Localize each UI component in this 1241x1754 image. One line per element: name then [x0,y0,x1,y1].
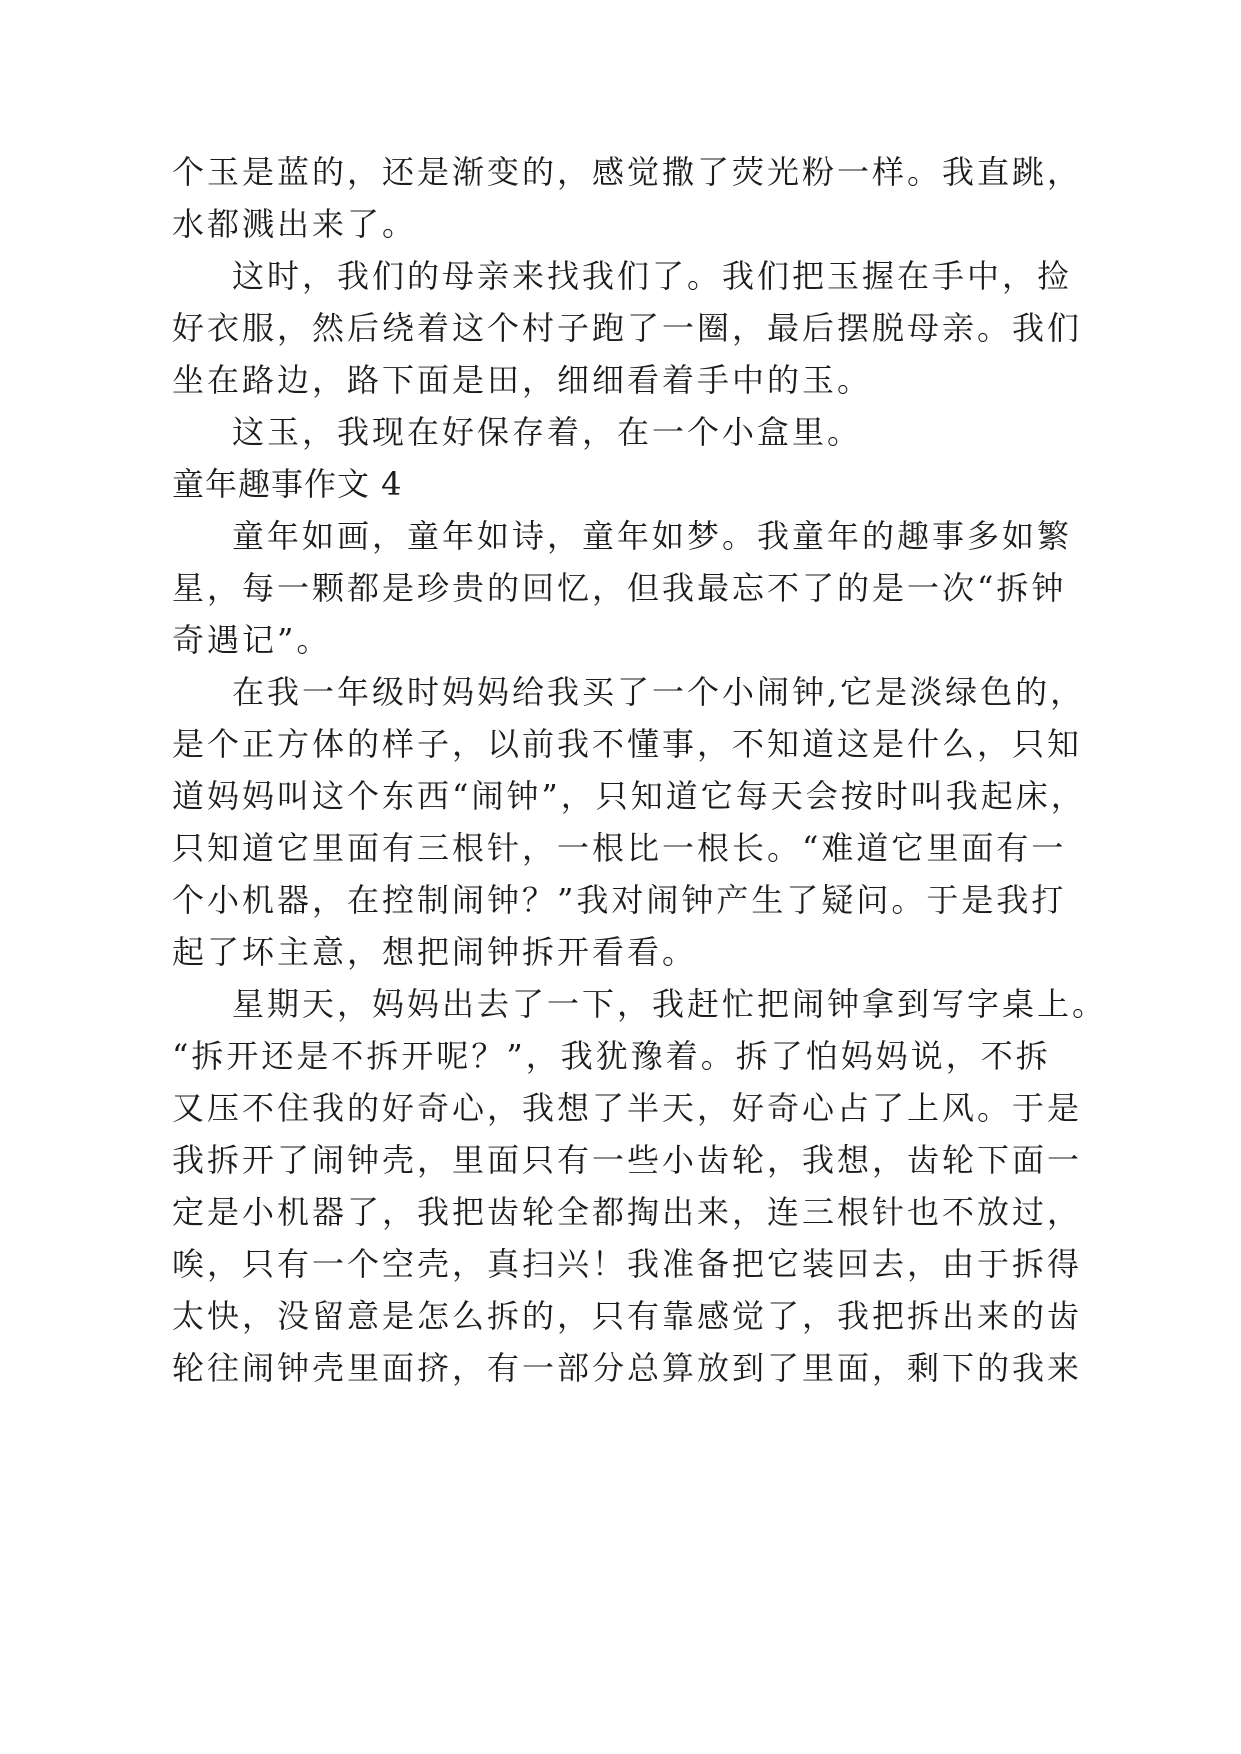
text-line: 水都溅出来了。 [172,205,418,243]
text-line: 道妈妈叫这个东西“闹钟”，只知道它每天会按时叫我起床， [172,777,1086,815]
text-line: 坐在路边，路下面是田，细细看着手中的玉。 [172,361,873,399]
text-line: “拆开还是不拆开呢？”，我犹豫着。拆了怕妈妈说，不拆 [172,1037,1051,1075]
text-line: 奇遇记”。 [172,621,332,659]
text-line: 定是小机器了，我把齿轮全都掏出来，连三根针也不放过， [172,1193,1083,1231]
text-line: 起了坏主意，想把闹钟拆开看看。 [172,933,698,971]
text-line: 轮往闹钟壳里面挤，有一部分总算放到了里面，剩下的我来 [172,1349,1083,1387]
paragraph-first-line: 童年如画，童年如诗，童年如梦。我童年的趣事多如繁 [232,517,1073,555]
section-heading: 童年趣事作文 4 [172,465,403,503]
text-line: 星，每一颗都是珍贵的回忆，但我最忘不了的是一次“拆钟 [172,569,1067,607]
paragraph-first-line: 星期天，妈妈出去了一下，我赶忙把闹钟拿到写字桌上。 [232,985,1108,1023]
paragraph-first-line: 这时，我们的母亲来找我们了。我们把玉握在手中，捡 [232,257,1073,295]
text-line: 是个正方体的样子，以前我不懂事，不知道这是什么，只知 [172,725,1083,763]
paragraph-first-line: 这玉，我现在好保存着，在一个小盒里。 [232,413,863,451]
text-line: 太快，没留意是怎么拆的，只有靠感觉了，我把拆出来的齿 [172,1297,1083,1335]
paragraph-first-line: 在我一年级时妈妈给我买了一个小闹钟,它是淡绿色的， [232,673,1086,711]
text-line: 好衣服，然后绕着这个村子跑了一圈，最后摆脱母亲。我们 [172,309,1083,347]
text-line: 个玉是蓝的，还是渐变的，感觉撒了荧光粉一样。我直跳， [172,153,1083,191]
text-line: 我拆开了闹钟壳，里面只有一些小齿轮，我想，齿轮下面一 [172,1141,1083,1179]
text-line: 个小机器，在控制闹钟？”我对闹钟产生了疑问。于是我打 [172,881,1067,919]
text-line: 只知道它里面有三根针，一根比一根长。“难道它里面有一 [172,829,1067,867]
text-line: 又压不住我的好奇心，我想了半天，好奇心占了上风。于是 [172,1089,1083,1127]
text-line: 唉，只有一个空壳，真扫兴！我准备把它装回去，由于拆得 [172,1245,1083,1283]
